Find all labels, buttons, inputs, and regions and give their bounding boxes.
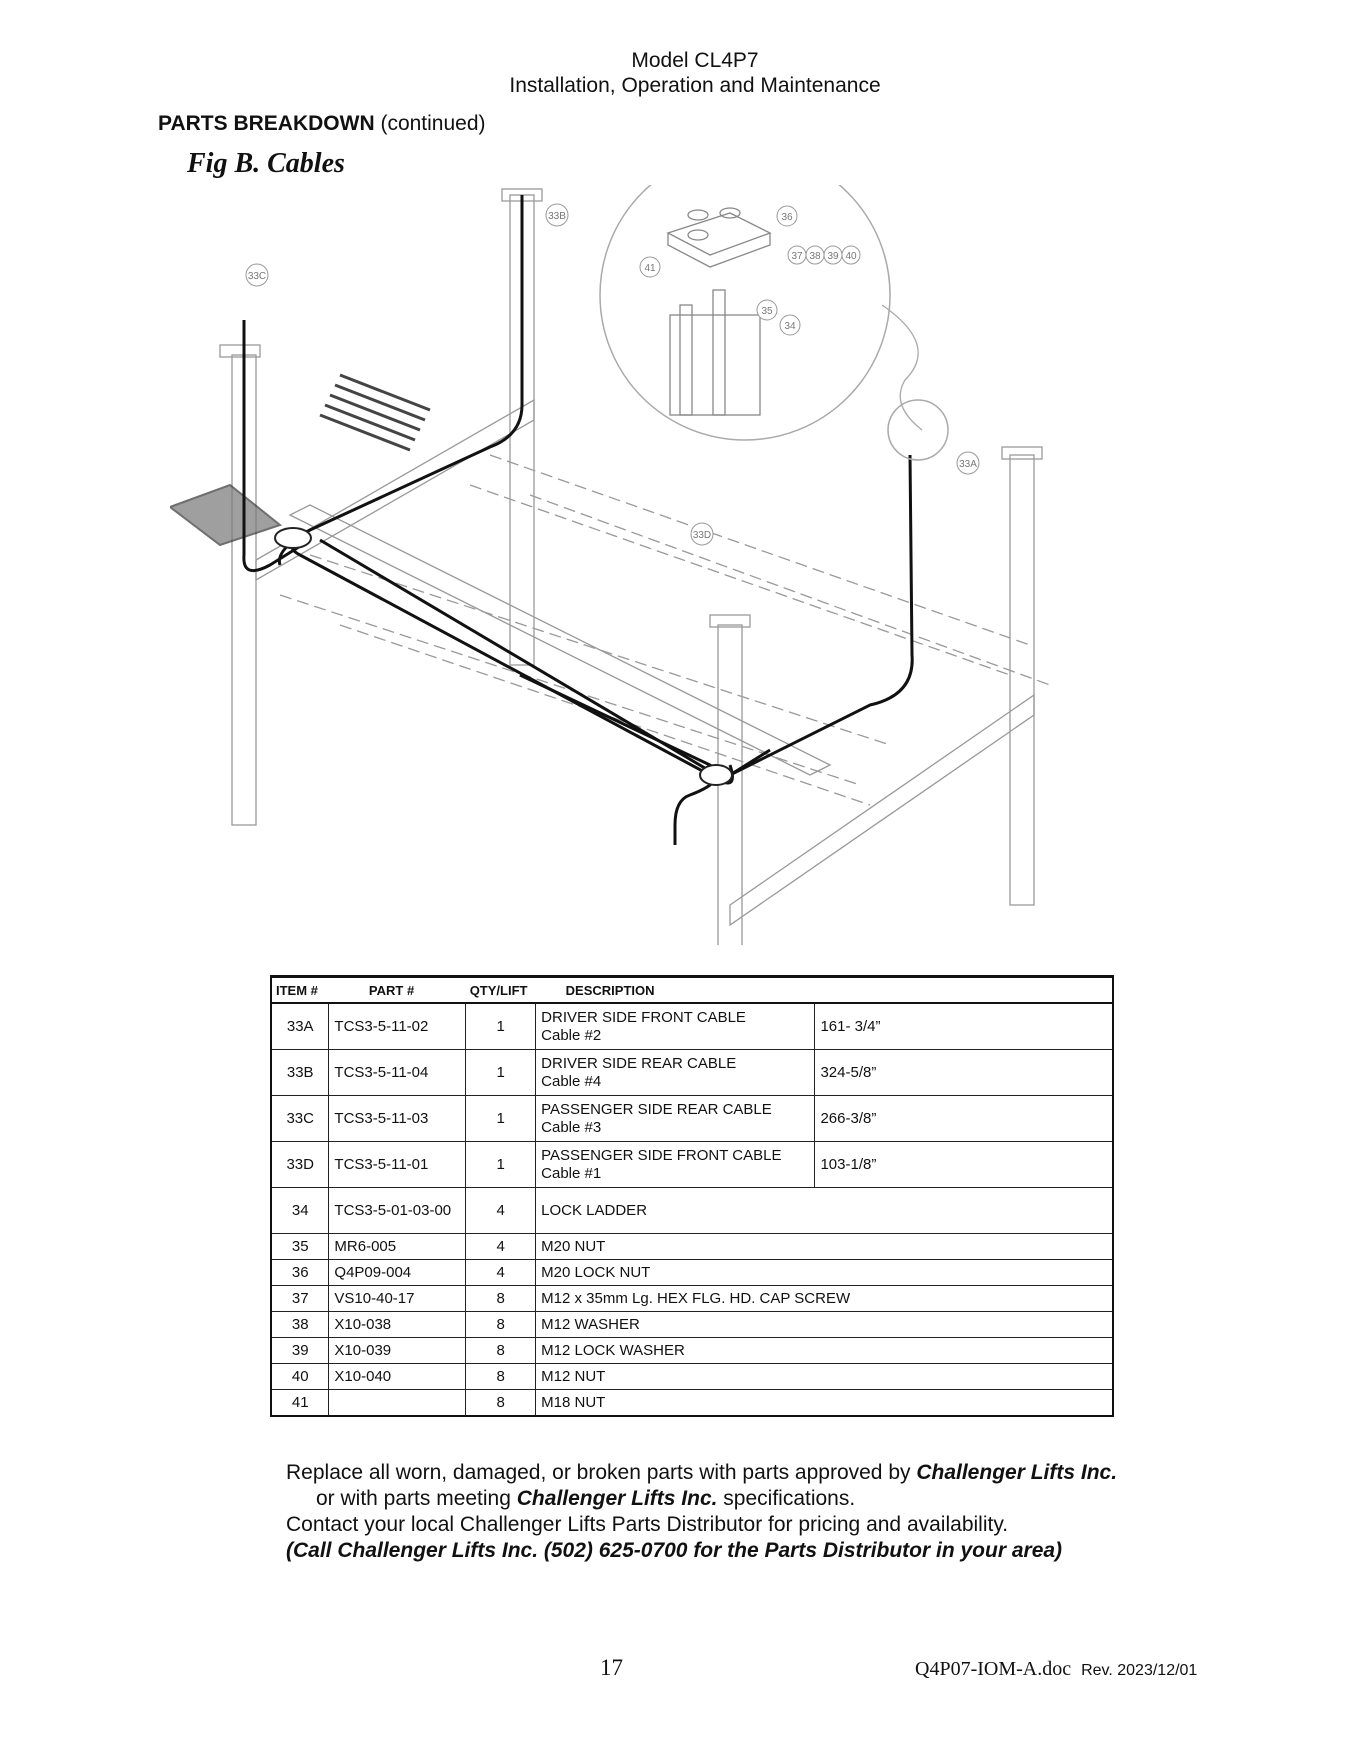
callout-38 [806, 246, 824, 264]
cell-qty: 4 [466, 1260, 536, 1286]
page-number: 17 [600, 1655, 623, 1680]
cell-desc: M12 WASHER [536, 1312, 1113, 1338]
desc-line1: PASSENGER SIDE FRONT CABLE [541, 1146, 782, 1164]
cell-item: 40 [271, 1364, 329, 1390]
svg-text:40: 40 [845, 251, 857, 262]
desc-line2: Cable #4 [541, 1072, 602, 1090]
svg-text:37: 37 [791, 251, 803, 262]
cell-qty: 8 [466, 1364, 536, 1390]
cell-item: 36 [271, 1260, 329, 1286]
svg-text:36: 36 [781, 212, 793, 223]
desc-line1: DRIVER SIDE FRONT CABLE [541, 1008, 746, 1026]
cable-33d [520, 675, 717, 845]
cell-length: 266-3/8” [815, 1096, 1113, 1142]
cell-qty: 8 [466, 1286, 536, 1312]
cell-item: 41 [271, 1390, 329, 1417]
callout-36 [777, 206, 797, 226]
callout-35 [757, 300, 777, 320]
callout-39 [824, 246, 842, 264]
cell-desc [536, 1003, 815, 1050]
cell-item: 34 [271, 1188, 329, 1234]
cable-33a [730, 455, 912, 775]
note-line4: (Call Challenger Lifts Inc. (502) 625-0700 for the Parts Distributor in your area) [286, 1539, 1063, 1562]
right-front-post [1010, 455, 1034, 905]
header-model: Model CL4P7 [631, 49, 759, 72]
cable-diagram [170, 185, 1180, 945]
table-row [271, 1312, 1113, 1338]
svg-text:33A: 33A [959, 459, 977, 470]
desc-line2: Cable #2 [541, 1026, 602, 1044]
col-qty: QTY/LIFT [466, 977, 536, 1004]
cell-part: Q4P09-004 [329, 1260, 466, 1286]
header-subtitle: Installation, Operation and Maintenance [509, 74, 881, 97]
table-row [271, 1260, 1113, 1286]
svg-text:39: 39 [827, 251, 839, 262]
table-row [271, 1003, 1113, 1050]
cell-item: 35 [271, 1234, 329, 1260]
cell-part: TCS3-5-11-01 [329, 1142, 466, 1188]
svg-text:41: 41 [644, 263, 656, 274]
svg-text:33D: 33D [692, 530, 712, 541]
cell-length: 103-1/8” [815, 1142, 1113, 1188]
svg-text:38: 38 [809, 251, 821, 262]
cell-part: X10-040 [329, 1364, 466, 1390]
callout-33a [957, 452, 979, 474]
cell-part: TCS3-5-01-03-00 [329, 1188, 466, 1234]
cell-part: TCS3-5-11-02 [329, 1003, 466, 1050]
cell-desc: M12 x 35mm Lg. HEX FLG. HD. CAP SCREW [536, 1286, 1113, 1312]
cell-desc: M20 LOCK NUT [536, 1260, 1113, 1286]
cell-item: 38 [271, 1312, 329, 1338]
callout-40 [842, 246, 860, 264]
section-title: PARTS BREAKDOWN [158, 112, 375, 135]
notes [286, 1460, 1117, 1564]
cell-qty: 1 [466, 1050, 536, 1096]
cell-qty: 4 [466, 1234, 536, 1260]
table-row [271, 1286, 1113, 1312]
cable-33b [279, 195, 522, 565]
cell-desc: LOCK LADDER [536, 1188, 1113, 1234]
callout-34 [780, 315, 800, 335]
svg-text:34: 34 [784, 321, 796, 332]
cell-desc: M12 NUT [536, 1364, 1113, 1390]
col-item: ITEM # [271, 977, 329, 1004]
cell-part: TCS3-5-11-04 [329, 1050, 466, 1096]
note-line2: or with parts meeting Challenger Lifts Inc. specifications. [316, 1487, 856, 1510]
table-row [271, 1234, 1113, 1260]
cell-desc: M20 NUT [536, 1234, 1113, 1260]
table-row [271, 1364, 1113, 1390]
callout-33b [546, 204, 568, 226]
note-line1: Replace all worn, damaged, or broken parts with parts approved by Challenger Lifts Inc. [286, 1461, 1118, 1484]
cell-item: 39 [271, 1338, 329, 1364]
cell-part: X10-039 [329, 1338, 466, 1364]
cell-desc: M12 LOCK WASHER [536, 1338, 1113, 1364]
section-suffix: (continued) [380, 112, 486, 135]
section-heading [158, 112, 486, 136]
svg-text:33C: 33C [247, 271, 267, 282]
cell-qty: 8 [466, 1338, 536, 1364]
table-row [271, 1050, 1113, 1096]
table-row [271, 1390, 1113, 1417]
footer-doc: Q4P07-IOM-A.doc Rev. 2023/12/01 [915, 1658, 1198, 1680]
table-row [271, 1188, 1113, 1234]
table-row [271, 1096, 1113, 1142]
cell-length: 161- 3/4” [815, 1003, 1113, 1050]
cell-desc [536, 1142, 815, 1188]
cell-desc [536, 1096, 815, 1142]
cell-part: MR6-005 [329, 1234, 466, 1260]
cell-part [329, 1390, 466, 1417]
cell-length: 324-5/8” [815, 1050, 1113, 1096]
cell-item: 33A [271, 1003, 329, 1050]
cell-qty: 1 [466, 1096, 536, 1142]
cell-qty: 1 [466, 1142, 536, 1188]
cell-part: X10-038 [329, 1312, 466, 1338]
callout-41 [640, 257, 660, 277]
note-line3: Contact your local Challenger Lifts Parts Distributor for pricing and availability. [286, 1513, 1009, 1536]
cell-qty: 1 [466, 1003, 536, 1050]
col-desc: DESCRIPTION [536, 977, 1113, 1004]
desc-line1: DRIVER SIDE REAR CABLE [541, 1054, 737, 1072]
cell-desc: M18 NUT [536, 1390, 1113, 1417]
cell-part: VS10-40-17 [329, 1286, 466, 1312]
cell-qty: 8 [466, 1312, 536, 1338]
cell-item: 33B [271, 1050, 329, 1096]
figure-title: Fig B. Cables [187, 148, 345, 179]
callout-33d [691, 523, 713, 545]
desc-line2: Cable #3 [541, 1118, 602, 1136]
detail-bubble [600, 185, 890, 440]
cell-item: 33C [271, 1096, 329, 1142]
cell-qty: 4 [466, 1188, 536, 1234]
cell-item: 33D [271, 1142, 329, 1188]
svg-text:33B: 33B [548, 211, 566, 222]
callout-37 [788, 246, 806, 264]
table-row [271, 1142, 1113, 1188]
col-part: PART # [329, 977, 466, 1004]
callout-33c [246, 264, 268, 286]
parts-table [270, 975, 1114, 1417]
table-row [271, 1338, 1113, 1364]
desc-line2: Cable #1 [541, 1164, 602, 1182]
cell-qty: 8 [466, 1390, 536, 1417]
svg-text:35: 35 [761, 306, 773, 317]
cell-desc [536, 1050, 815, 1096]
desc-line1: PASSENGER SIDE REAR CABLE [541, 1100, 772, 1118]
cell-item: 37 [271, 1286, 329, 1312]
cell-part: TCS3-5-11-03 [329, 1096, 466, 1142]
